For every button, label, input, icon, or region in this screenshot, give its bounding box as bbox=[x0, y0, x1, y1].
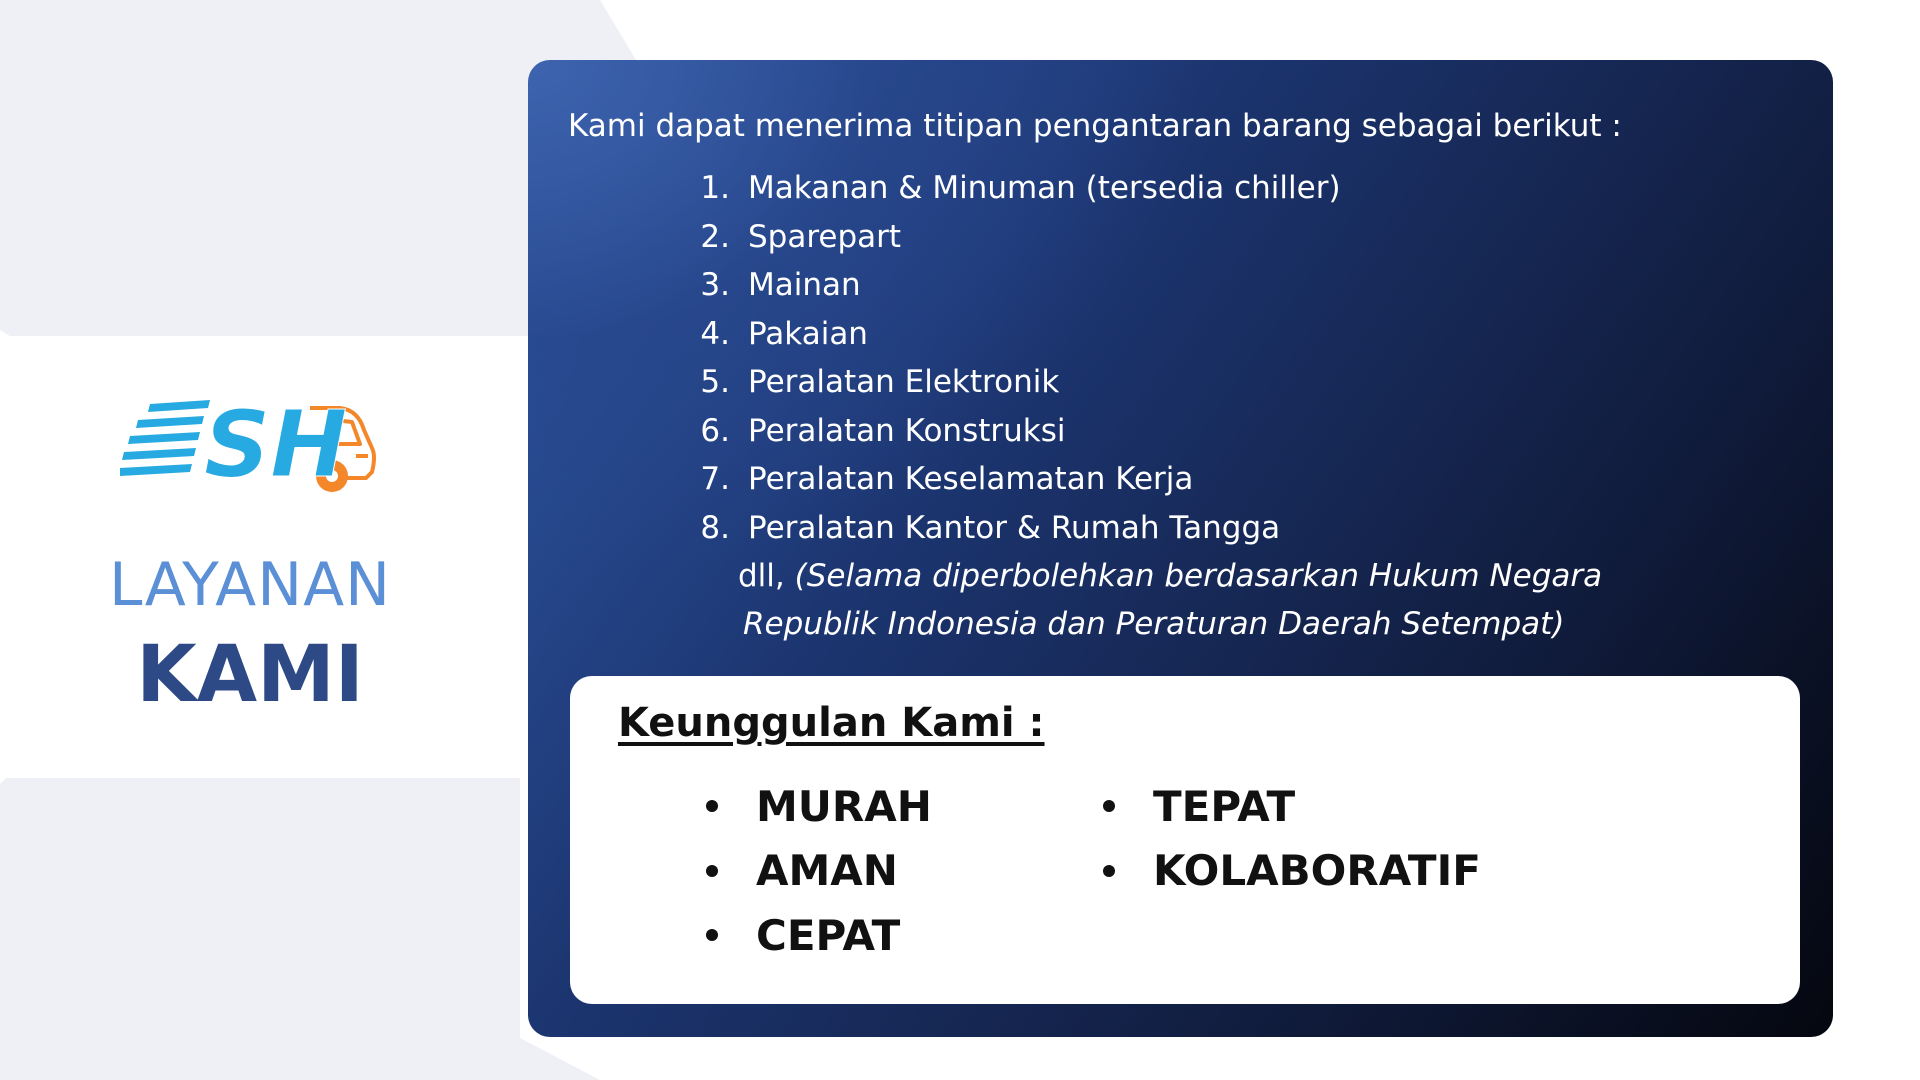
advantages-title: Keunggulan Kami : bbox=[618, 700, 1045, 746]
note-lead: dll, bbox=[738, 558, 795, 594]
list-label: Pakaian bbox=[748, 315, 868, 352]
list-number: 8. bbox=[700, 509, 730, 546]
services-intro: Kami dapat menerima titipan pengantaran barang sebagai berikut : bbox=[568, 108, 1622, 144]
list-number: 3. bbox=[700, 267, 730, 303]
logo-text: SH bbox=[204, 391, 348, 498]
advantage-label: KOLABORATIF bbox=[1153, 846, 1481, 896]
list-number: 1. bbox=[700, 170, 730, 206]
advantages-list-right bbox=[1103, 774, 1481, 903]
list-item bbox=[678, 510, 1341, 559]
list-number: 7. bbox=[700, 461, 730, 497]
list-item bbox=[706, 839, 932, 904]
bullet-icon bbox=[1103, 800, 1115, 812]
services-card bbox=[528, 60, 1833, 1037]
list-item bbox=[706, 774, 932, 839]
bullet-icon bbox=[706, 800, 718, 812]
advantages-list-left bbox=[706, 774, 932, 968]
advantage-label: CEPAT bbox=[756, 910, 901, 960]
advantage-label: AMAN bbox=[756, 846, 898, 896]
services-list bbox=[678, 170, 1341, 558]
list-label: Peralatan Kantor & Rumah Tangga bbox=[748, 509, 1281, 546]
note-line-2: Republik Indonesia dan Peraturan Daerah Setempat) bbox=[743, 606, 1565, 642]
list-label: Peralatan Elektronik bbox=[748, 364, 1060, 400]
bullet-icon bbox=[706, 929, 718, 941]
list-label: Peralatan Keselamatan Kerja bbox=[748, 461, 1194, 497]
list-item bbox=[1103, 839, 1481, 904]
list-item bbox=[706, 903, 932, 968]
list-item bbox=[678, 219, 1341, 268]
list-label: Peralatan Konstruksi bbox=[748, 412, 1066, 449]
bullet-icon bbox=[706, 865, 718, 877]
list-number: 5. bbox=[700, 364, 730, 400]
advantage-label: TEPAT bbox=[1153, 781, 1296, 831]
speed-lines bbox=[120, 400, 210, 476]
list-item bbox=[1103, 774, 1481, 839]
list-item bbox=[678, 461, 1341, 510]
advantage-label: MURAH bbox=[756, 781, 932, 831]
section-title-light: LAYANAN bbox=[108, 550, 392, 620]
section-title-bold: KAMI bbox=[136, 630, 364, 720]
list-number: 2. bbox=[700, 218, 730, 255]
list-label: Makanan & Minuman (tersedia chiller) bbox=[748, 170, 1341, 206]
note-line-1: (Selama diperbolehkan berdasarkan Hukum Negara bbox=[794, 558, 1603, 594]
list-item bbox=[678, 364, 1341, 413]
sh-truck-logo bbox=[120, 390, 380, 500]
list-number: 6. bbox=[700, 412, 730, 449]
advantages-panel bbox=[570, 676, 1800, 1004]
list-label: Mainan bbox=[748, 267, 861, 303]
list-item bbox=[678, 267, 1341, 316]
list-item bbox=[678, 170, 1341, 219]
services-note bbox=[738, 552, 1602, 648]
list-number: 4. bbox=[700, 315, 730, 352]
list-item bbox=[678, 316, 1341, 365]
list-label: Sparepart bbox=[748, 218, 902, 255]
bullet-icon bbox=[1103, 865, 1115, 877]
list-item bbox=[678, 413, 1341, 462]
